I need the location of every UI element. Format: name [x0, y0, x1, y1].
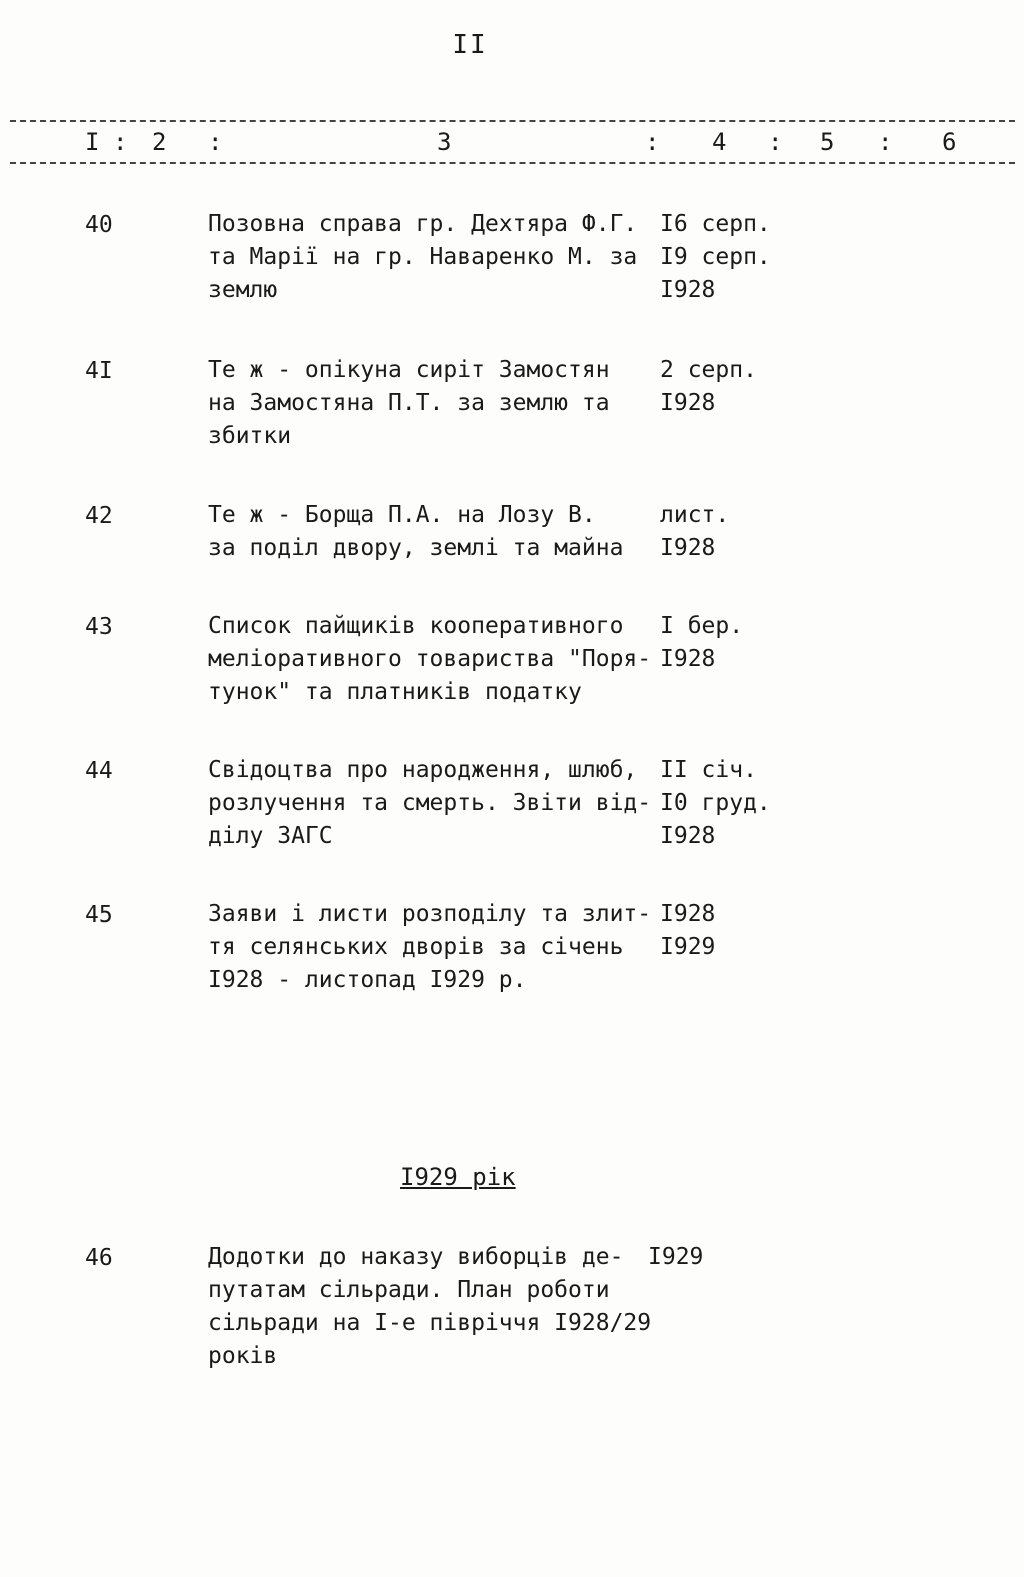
- column-separator: :: [878, 128, 893, 156]
- entry-dates: ІІ січ. І0 груд. І928: [660, 757, 771, 849]
- entry-number: 42: [85, 503, 113, 529]
- column-separator: :: [113, 128, 128, 156]
- column-header: 3: [437, 128, 452, 156]
- entry-dates: І929: [648, 1244, 704, 1270]
- entry-number: 45: [85, 902, 113, 928]
- entry-dates: лист. І928: [660, 502, 730, 561]
- entry-description: Те ж - опікуна сиріт Замостян на Замостяна П.Т. за землю та збитки: [208, 357, 610, 449]
- column-separator: :: [768, 128, 783, 156]
- entry-description: Додотки до наказу виборців де- путатам сільради. План роботи сільради на І-е півріччя І928/29 років: [208, 1244, 652, 1369]
- column-separator: :: [645, 128, 660, 156]
- entry-dates: І6 серп. І9 серп. І928: [660, 211, 771, 303]
- column-separator: :: [208, 128, 223, 156]
- entry-number: 40: [85, 212, 113, 238]
- column-header: 6: [942, 128, 957, 156]
- column-header: 4: [712, 128, 727, 156]
- entry-description: Заяви і листи розподілу та злит- тя селянських дворів за січень І928 - листопад І929 р.: [208, 901, 652, 993]
- entry-description: Те ж - Борща П.А. на Лозу В. за поділ двору, землі та майна: [208, 502, 624, 561]
- column-header: 2: [152, 128, 167, 156]
- entry-description: Свідоцтва про народження, шлюб, розлучення та смерть. Звіти від- ділу ЗАГС: [208, 757, 652, 849]
- column-header: I: [85, 128, 100, 156]
- entry-description: Список пайщиків кооперативного меліоративного товариства "Поря- тунок" та платників податку: [208, 613, 652, 705]
- entry-number: 44: [85, 758, 113, 784]
- section-heading: І929 рік: [400, 1163, 516, 1191]
- entry-number: 43: [85, 614, 113, 640]
- entry-number: 4І: [85, 358, 113, 384]
- column-header: 5: [820, 128, 835, 156]
- header-rule-top: [10, 120, 1015, 122]
- page-number: II: [452, 30, 488, 60]
- header-rule-bottom: [10, 162, 1015, 164]
- entry-dates: І928 І929: [660, 901, 716, 960]
- entry-description: Позовна справа гр. Дехтяра Ф.Г. та Марії на гр. Наваренко М. за землю: [208, 211, 638, 303]
- entry-number: 46: [85, 1245, 113, 1271]
- entry-dates: 2 серп. І928: [660, 357, 757, 416]
- entry-dates: І бер. І928: [660, 613, 744, 672]
